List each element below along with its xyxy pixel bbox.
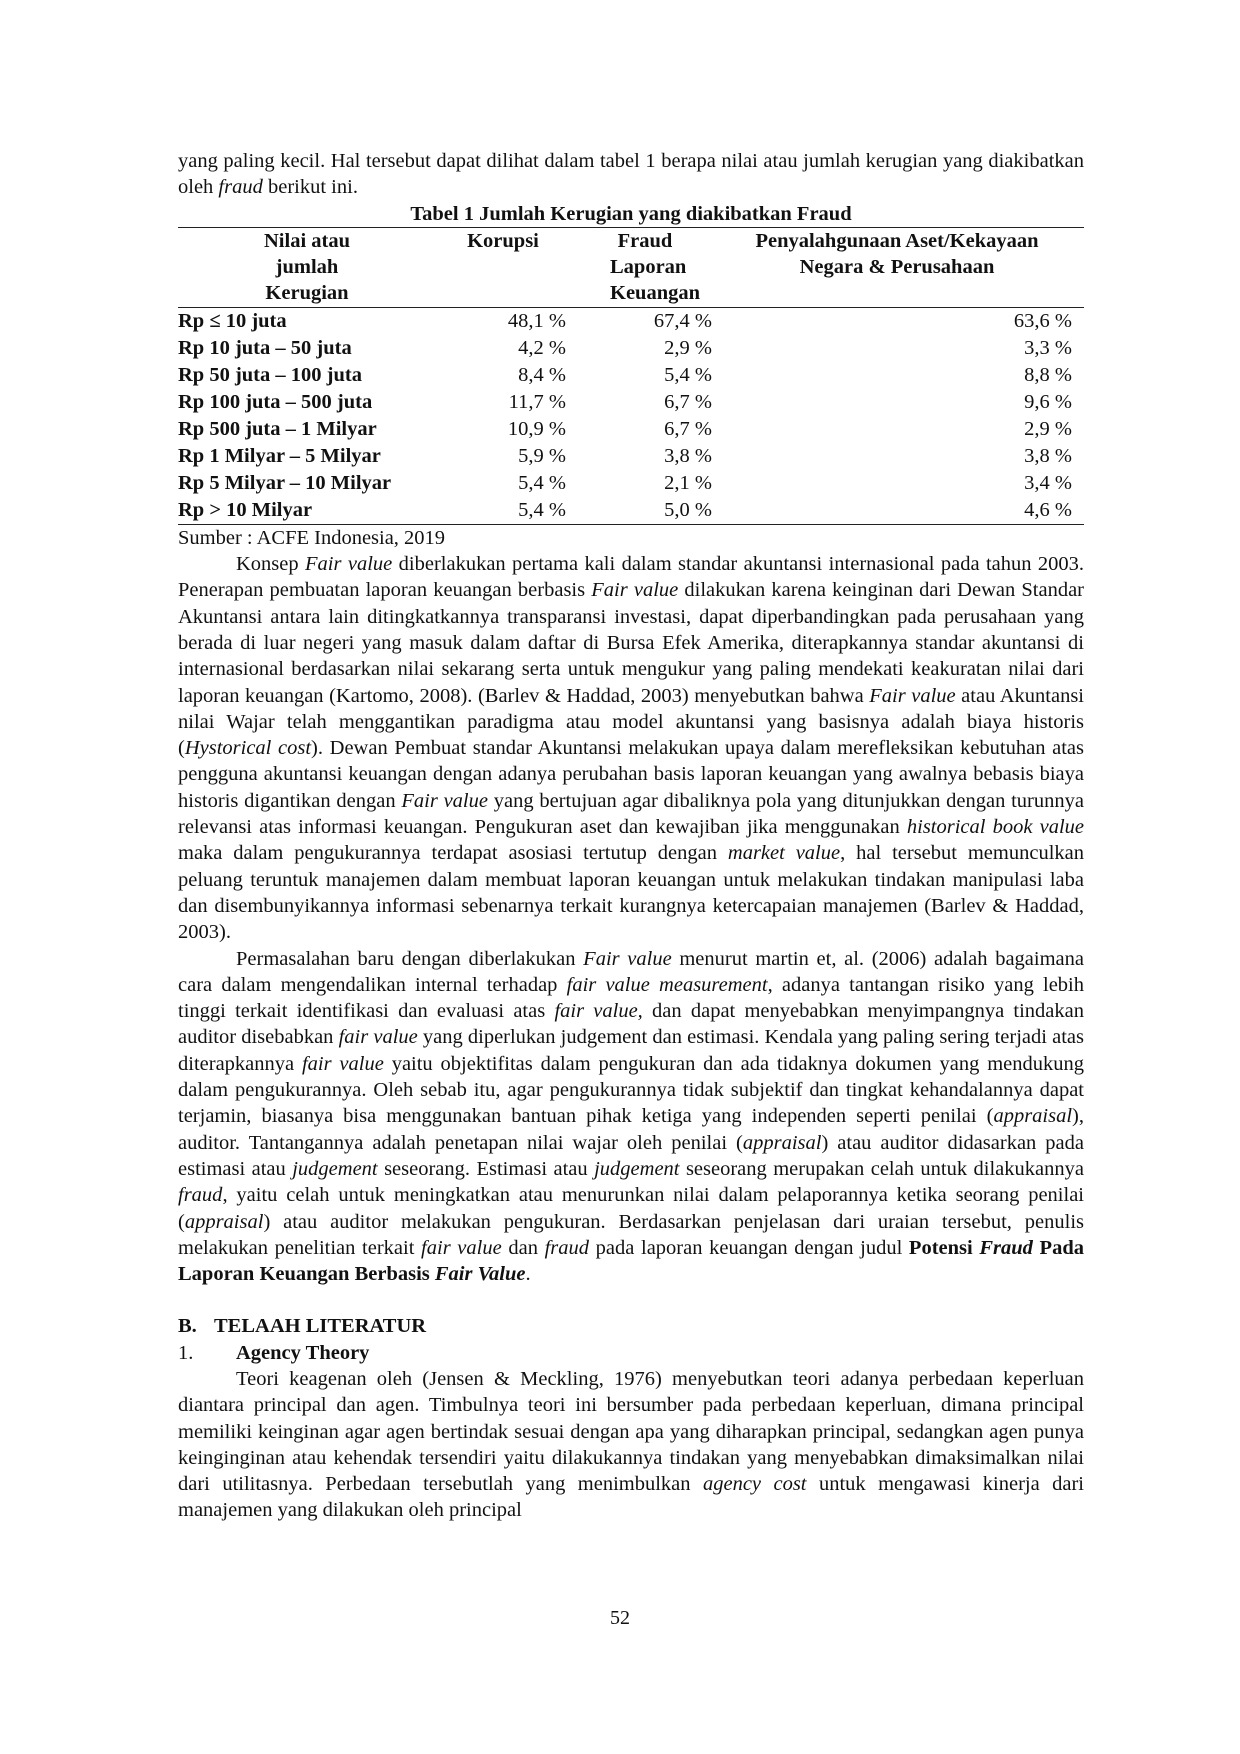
table-row — [178, 470, 1084, 497]
intro-paragraph: yang paling kecil. Hal tersebut dapat dilihat dalam tabel 1 berapa nilai atau jumlah kerugian yang diakibatkan oleh fraud berikut ini. — [178, 150, 1084, 199]
row-label: Rp ≤ 10 juta — [178, 309, 287, 332]
table-row — [178, 307, 1084, 335]
cell-penyalahgunaan: 8,8 % — [1024, 363, 1072, 386]
cell-korupsi: 5,4 % — [518, 471, 566, 494]
row-label: Rp 100 juta – 500 juta — [178, 390, 373, 413]
cell-fraud-laporan: 3,8 % — [664, 444, 712, 467]
cell-korupsi: 5,4 % — [436, 497, 570, 525]
cell-korupsi: 11,7 % — [508, 390, 566, 413]
row-label: Rp 500 juta – 1 Milyar — [178, 417, 377, 440]
cell-fraud-laporan: 5,0 % — [570, 497, 720, 525]
section-heading — [178, 1313, 1084, 1339]
cell-korupsi: 48,1 % — [507, 309, 566, 332]
cell-penyalahgunaan: 4,6 % — [720, 497, 1084, 525]
table-row — [178, 497, 1084, 525]
cell-fraud-laporan: 67,4 % — [653, 309, 712, 332]
cell-fraud-laporan: 2,1 % — [664, 471, 712, 494]
section-title: TELAAH LITERATUR — [214, 1315, 427, 1338]
fraud-loss-table — [178, 227, 1084, 525]
body-paragraph-agency-theory: Teori keagenan oleh (Jensen & Meckling, 1976) menyebutkan teori adanya perbedaan keperluan diantara principal dan agen. Timbulnya teori ini bersumber pada perbedaan keperluan, dimana principal memiliki keinginan agar agen bertindak sesuai dengan apa yang diharapkan principal, sedangkan agen punya keinginginan atau kehendak tersendiri yaitu dilakukannya tindakan yang menyebabkan dimaksimalkan nilai dari utilitasnya. Perbedaan tersebutlah yang menimbulkan agency cost untuk mengawasi kinerja dari manajemen yang dilakukan oleh principal — [178, 1367, 1085, 1522]
cell-penyalahgunaan: 9,6 % — [1024, 390, 1072, 413]
table-source: Sumber : ACFE Indonesia, 2019 — [178, 526, 446, 549]
cell-fraud-laporan: 5,4 % — [664, 363, 712, 386]
subsection-heading — [178, 1340, 1084, 1366]
page-content — [178, 148, 1084, 1524]
table-row — [178, 362, 1084, 389]
cell-penyalahgunaan: 3,4 % — [1024, 471, 1072, 494]
table-header-row — [178, 227, 1084, 307]
body-paragraph-permasalahan: Permasalahan baru dengan diberlakukan Fair value menurut martin et, al. (2006) adalah bagaimana cara dalam mengendalikan internal terhadap fair value measurement, adanya tantangan risiko yang lebih tinggi terkait identifikasi dan evaluasi atas fair value, dan dapat menyebabkan menyimpangnya tindakan auditor disebabkan fair value yang diperlukan judgement dan estimasi. Kendala yang paling sering terjadi atas diterapkannya fair value yaitu objektifitas dalam pengukuran dan ada tidaknya dokumen yang mendukung dalam pengukurannya. Oleh sebab itu, agar pengukurannya tidak subjektif dan tingkat kehandalannya dapat terjamin, biasanya bisa menggunakan bantuan pihak ketiga yang independen seperti penilai (appraisal), auditor. Tantangannya adalah penetapan nilai wajar oleh penilai (appraisal) atau auditor didasarkan pada estimasi atau judgement seseorang. Estimasi atau judgement seseorang merupakan celah untuk dilakukannya fraud, yaitu celah untuk meningkatkan atau menurunkan nilai dalam pelaporannya ketika seorang penilai (appraisal) atau auditor melakukan pengukuran. Berdasarkan penjelasan dari uraian tersebut, penulis melakukan penelitian terkait fair value dan fraud pada laporan keuangan dengan judul Potensi Fraud Pada Laporan Keuangan Berbasis Fair Value. — [178, 947, 1085, 1286]
header-korupsi: Korupsi — [436, 227, 570, 307]
cell-korupsi: 8,4 % — [518, 363, 566, 386]
cell-fraud-laporan: 2,9 % — [664, 336, 712, 359]
header-fraud-laporan: Fraud Laporan Keuangan — [570, 227, 720, 307]
section-number: B. — [178, 1315, 197, 1338]
body-paragraph-fair-value: Konsep Fair value diberlakukan pertama kali dalam standar akuntansi internasional pada tahun 2003. Penerapan pembuatan laporan keuangan berbasis Fair value dilakukan karena keinginan dari Dewan Standar Akuntansi antara lain ditingkatkannya transparansi investasi, dapat diperbandingkan pada perusahaan yang berada di luar negeri yang masuk dalam daftar di Bursa Efek Amerika, diterapkannya standar akuntansi di internasional berdasarkan nilai sekarang serta untuk mengukur yang paling mendekati keakuratan nilai dari laporan keuangan (Kartomo, 2008). (Barlev & Haddad, 2003) menyebutkan bahwa Fair value atau Akuntansi nilai Wajar telah menggantikan paradigma atau model akuntansi yang basisnya adalah biaya historis (Hystorical cost). Dewan Pembuat standar Akuntansi melakukan upaya dalam merefleksikan kebutuhan atas pengguna akuntansi keuangan dengan adanya perubahan basis laporan keuangan yang awalnya bebasis biaya historis digantikan dengan Fair value yang bertujuan agar dibaliknya pola yang ditunjukkan dengan turunnya relevansi atas informasi keuangan. Pengukuran aset dan kewajiban jika menggunakan historical book value maka dalam pengukurannya terdapat asosiasi tertutup dengan market value, hal tersebut memunculkan peluang teruntuk manajemen dalam membuat laporan keuangan untuk melakukan tindakan manipulasi laba dan disembunyikannya informasi sebenarnya terkait kurangnya ketercapaian manajemen (Barlev & Haddad, 2003). — [178, 553, 1085, 944]
cell-penyalahgunaan: 2,9 % — [1024, 417, 1072, 440]
row-label: Rp 50 juta – 100 juta — [178, 363, 362, 386]
cell-korupsi: 5,9 % — [518, 444, 566, 467]
cell-korupsi: 4,2 % — [518, 336, 566, 359]
header-nilai: Nilai atau jumlah Kerugian — [178, 227, 436, 307]
cell-penyalahgunaan: 3,8 % — [1024, 444, 1072, 467]
cell-penyalahgunaan: 63,6 % — [1013, 309, 1072, 332]
table-row — [178, 443, 1084, 470]
page-number: 52 — [610, 1607, 630, 1629]
row-label: Rp > 10 Milyar — [178, 497, 436, 525]
cell-korupsi: 10,9 % — [507, 417, 566, 440]
row-label: Rp 10 juta – 50 juta — [178, 336, 352, 359]
table-caption: Tabel 1 Jumlah Kerugian yang diakibatkan Fraud — [410, 202, 852, 225]
table-row — [178, 335, 1084, 362]
cell-fraud-laporan: 6,7 % — [664, 417, 712, 440]
cell-penyalahgunaan: 3,3 % — [1024, 336, 1072, 359]
cell-fraud-laporan: 6,7 % — [664, 390, 712, 413]
row-label: Rp 5 Milyar – 10 Milyar — [178, 471, 392, 494]
table-row — [178, 389, 1084, 416]
subsection-number: 1. — [178, 1341, 194, 1364]
row-label: Rp 1 Milyar – 5 Milyar — [178, 444, 381, 467]
subsection-title: Agency Theory — [236, 1341, 370, 1364]
header-penyalahgunaan: Penyalahgunaan Aset/Kekayaan Negara & Perusahaan — [720, 227, 1084, 307]
table-row — [178, 416, 1084, 443]
